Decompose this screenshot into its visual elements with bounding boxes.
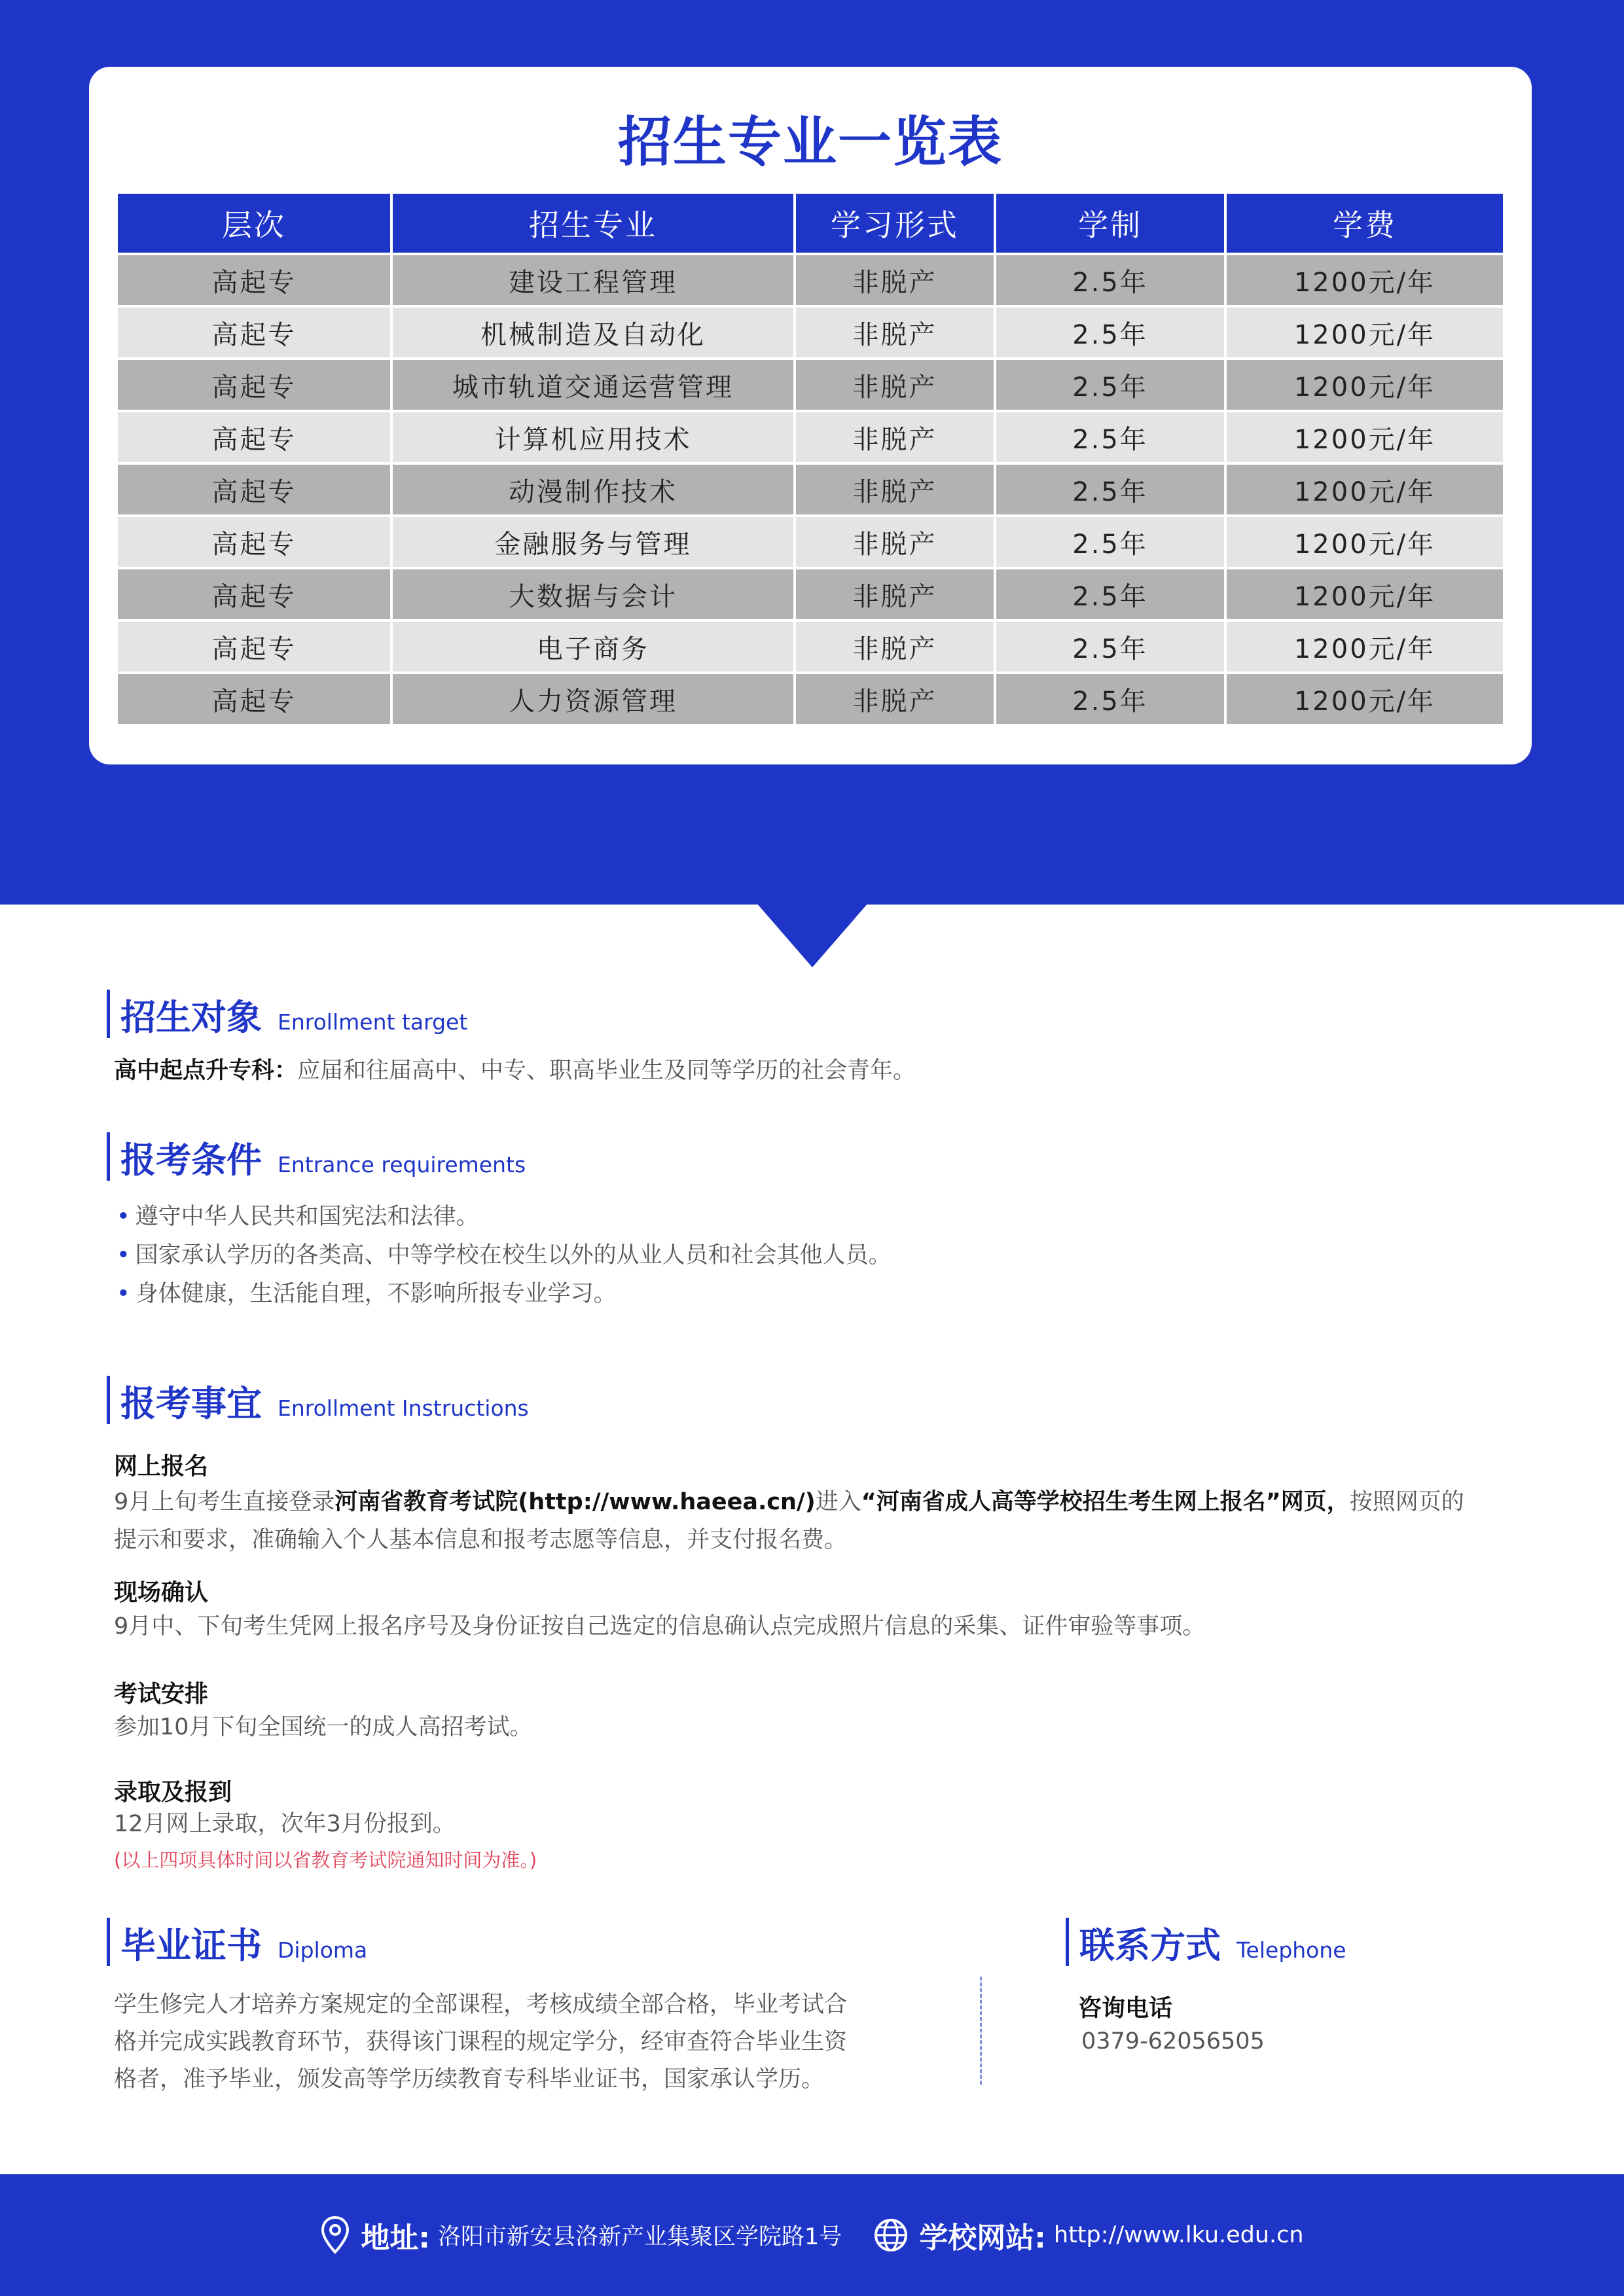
header-study-form: 学习形式 <box>796 194 994 253</box>
admission-text: 12月网上录取，次年3月份报到。 <box>114 1811 456 1837</box>
target-label: 高中起点升专科： <box>114 1058 298 1084</box>
table-row <box>118 412 1503 462</box>
cell-study-form: 非脱产 <box>796 517 994 567</box>
column-divider <box>980 1977 982 2085</box>
exam-schedule-text: 参加10月下旬全国统一的成人高招考试。 <box>114 1714 533 1740</box>
cell-major: 动漫制作技术 <box>393 465 793 514</box>
exam-schedule-label: 考试安排 <box>114 1681 209 1708</box>
majors-card <box>89 67 1532 764</box>
section-title-zh: 报考事宜 <box>120 1383 262 1424</box>
section-heading-requirements <box>107 1132 526 1181</box>
bullet-dot-icon: • <box>117 1204 130 1230</box>
header-level: 层次 <box>118 194 390 253</box>
section-heading-diploma <box>107 1918 367 1966</box>
exam-authority-link-text: 河南省教育考试院(http://www.haeea.cn/) <box>334 1489 816 1515</box>
globe-icon <box>873 2217 909 2253</box>
website-label: 学校网站: <box>919 2221 1046 2255</box>
cell-study-form: 非脱产 <box>796 622 994 672</box>
registration-page-name: “河南省成人高等学校招生考生网上报名”网页， <box>861 1489 1350 1515</box>
online-registration-text: 9月上旬考生直接登录河南省教育考试院(http://www.haeea.cn/)进入“河南省成人高等学校招生考生网上报名”网页，按照网页的 提示和要求，准确输入个人基本信息和报考志愿等信息，并支付报名费。 <box>114 1489 1464 1553</box>
list-item: • 遵守中华人民共和国宪法和法律。 <box>117 1204 479 1230</box>
cell-tuition: 1200元/年 <box>1227 569 1503 619</box>
cell-level: 高起专 <box>118 360 390 410</box>
table-header-row <box>118 194 1503 253</box>
section-title-zh: 毕业证书 <box>120 1925 262 1966</box>
cell-study-form: 非脱产 <box>796 569 994 619</box>
section-heading-target <box>107 990 467 1038</box>
cell-tuition: 1200元/年 <box>1227 622 1503 672</box>
cell-major: 城市轨道交通运营管理 <box>393 360 793 410</box>
consult-phone-label: 咨询电话 <box>1078 1995 1173 2022</box>
diploma-text: 学生修完人才培养方案规定的全部课程，考核成绩全部合格，毕业考试合 格并完成实践教育环节，获得该门课程的规定学分，经审查符合毕业生资 格者，准予毕业，颁发高等学历续教育专科毕业证书，国家承认学历。 <box>114 1992 848 2092</box>
address-label: 地址: <box>361 2221 430 2255</box>
section-title-zh: 招生对象 <box>120 997 262 1038</box>
section-heading-contact <box>1066 1918 1346 1966</box>
cell-duration: 2.5年 <box>996 255 1224 305</box>
cell-duration: 2.5年 <box>996 308 1224 357</box>
cell-level: 高起专 <box>118 412 390 462</box>
table-row <box>118 465 1503 514</box>
table-row <box>118 360 1503 410</box>
section-title-en: Entrance requirements <box>278 1152 526 1177</box>
section-title-en: Diploma <box>278 1937 368 1963</box>
cell-major: 计算机应用技术 <box>393 412 793 462</box>
target-description: 应届和往届高中、中专、职高毕业生及同等学历的社会青年。 <box>297 1058 916 1084</box>
cell-level: 高起专 <box>118 465 390 514</box>
cell-study-form: 非脱产 <box>796 412 994 462</box>
cell-level: 高起专 <box>118 674 390 724</box>
cell-level: 高起专 <box>118 308 390 357</box>
cell-duration: 2.5年 <box>996 569 1224 619</box>
cell-duration: 2.5年 <box>996 360 1224 410</box>
timing-note: (以上四项具体时间以省教育考试院通知时间为准。) <box>114 1849 537 1871</box>
cell-duration: 2.5年 <box>996 465 1224 514</box>
cell-tuition: 1200元/年 <box>1227 517 1503 567</box>
cell-tuition: 1200元/年 <box>1227 674 1503 724</box>
list-item: • 身体健康，生活能自理，不影响所报专业学习。 <box>117 1281 617 1307</box>
cell-level: 高起专 <box>118 622 390 672</box>
bullet-dot-icon: • <box>117 1281 130 1307</box>
header-major: 招生专业 <box>393 194 793 253</box>
cell-study-form: 非脱产 <box>796 255 994 305</box>
cell-study-form: 非脱产 <box>796 674 994 724</box>
cell-study-form: 非脱产 <box>796 308 994 357</box>
footer-bar <box>0 2174 1624 2296</box>
cell-tuition: 1200元/年 <box>1227 308 1503 357</box>
cell-study-form: 非脱产 <box>796 465 994 514</box>
cell-duration: 2.5年 <box>996 674 1224 724</box>
online-registration-label: 网上报名 <box>114 1453 209 1480</box>
cell-major: 建设工程管理 <box>393 255 793 305</box>
cell-tuition: 1200元/年 <box>1227 412 1503 462</box>
cell-level: 高起专 <box>118 255 390 305</box>
onsite-confirm-label: 现场确认 <box>114 1579 209 1606</box>
cell-major: 人力资源管理 <box>393 674 793 724</box>
requirements-list <box>117 1198 892 1314</box>
cell-tuition: 1200元/年 <box>1227 465 1503 514</box>
table-row <box>118 308 1503 357</box>
section-title-en: Enrollment Instructions <box>278 1395 529 1421</box>
admission-label: 录取及报到 <box>114 1779 232 1806</box>
website-link[interactable]: http://www.lku.edu.cn <box>1053 2222 1304 2248</box>
cell-major: 机械制造及自动化 <box>393 308 793 357</box>
table-row <box>118 569 1503 619</box>
table-row <box>118 674 1503 724</box>
down-arrow-decoration <box>757 903 868 967</box>
header-duration: 学制 <box>996 194 1224 253</box>
cell-level: 高起专 <box>118 569 390 619</box>
cell-duration: 2.5年 <box>996 622 1224 672</box>
onsite-confirm-text: 9月中、下旬考生凭网上报名序号及身份证按自己选定的信息确认点完成照片信息的采集、证件审验等事项。 <box>114 1613 1206 1640</box>
table-row <box>118 517 1503 567</box>
address-value: 洛阳市新安县洛新产业集聚区学院路1号 <box>438 2224 842 2250</box>
section-heading-instructions <box>107 1376 529 1424</box>
header-tuition: 学费 <box>1227 194 1503 253</box>
cell-major: 大数据与会计 <box>393 569 793 619</box>
cell-study-form: 非脱产 <box>796 360 994 410</box>
cell-duration: 2.5年 <box>996 517 1224 567</box>
cell-tuition: 1200元/年 <box>1227 255 1503 305</box>
list-item: • 国家承认学历的各类高、中等学校在校生以外的从业人员和社会其他人员。 <box>117 1242 892 1268</box>
cell-duration: 2.5年 <box>996 412 1224 462</box>
table-row <box>118 622 1503 672</box>
cell-major: 电子商务 <box>393 622 793 672</box>
section-title-zh: 联系方式 <box>1079 1925 1221 1966</box>
section-title-en: Telephone <box>1236 1937 1346 1963</box>
bullet-dot-icon: • <box>117 1242 130 1268</box>
cell-level: 高起专 <box>118 517 390 567</box>
location-pin-icon <box>320 2215 350 2255</box>
majors-table <box>115 191 1506 726</box>
section-title-en: Enrollment target <box>278 1009 468 1035</box>
section-title-zh: 报考条件 <box>120 1139 262 1181</box>
table-row <box>118 255 1503 305</box>
table-title: 招生专业一览表 <box>617 111 1003 173</box>
target-text <box>114 1052 916 1090</box>
cell-tuition: 1200元/年 <box>1227 360 1503 410</box>
consult-phone-number: 0379-62056505 <box>1081 2028 1265 2054</box>
cell-major: 金融服务与管理 <box>393 517 793 567</box>
